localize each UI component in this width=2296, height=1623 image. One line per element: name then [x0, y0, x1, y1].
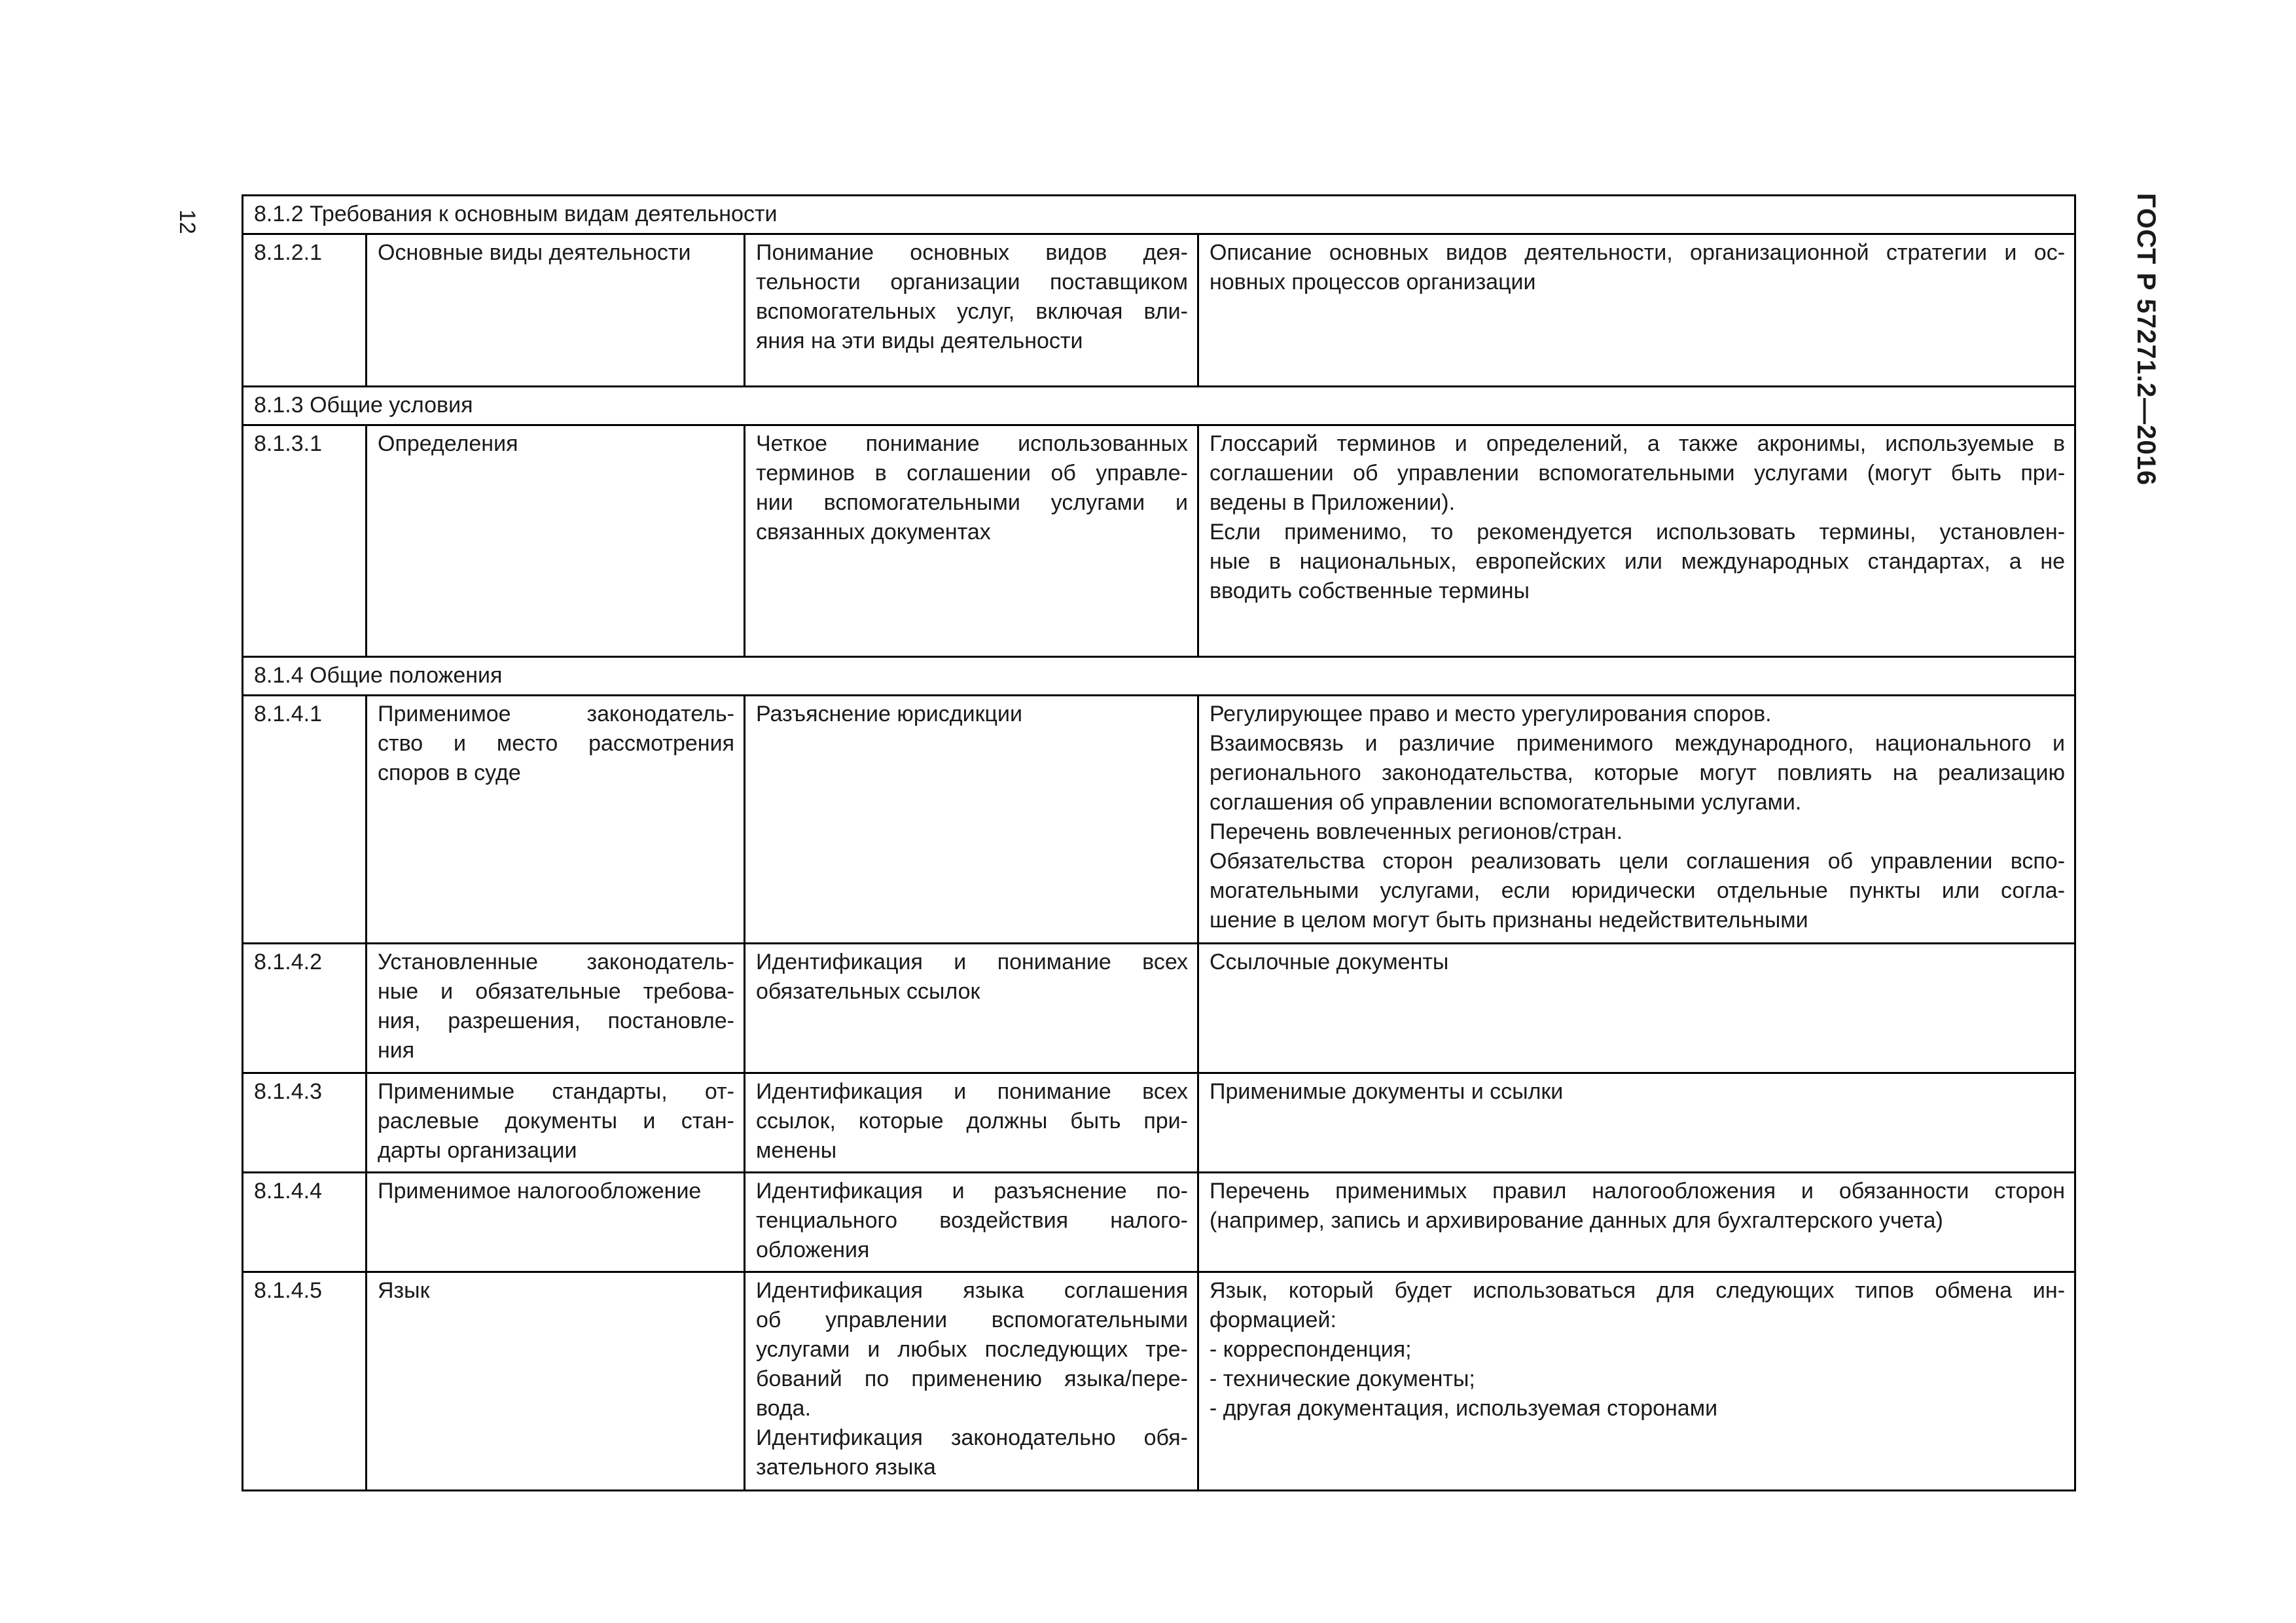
- requirement-purpose: [745, 234, 1198, 387]
- cell-text-line: терминов в соглашении об управле-: [756, 461, 1188, 486]
- clause-number: 8.1.4.3: [243, 1073, 367, 1173]
- cell-text-line: новных процессов организации: [1210, 270, 1536, 294]
- table-row: [243, 1272, 2075, 1491]
- page-number: 12: [175, 209, 200, 234]
- cell-text-line: могательными услугами, если юридически отдельные пункты или согла-: [1210, 878, 2066, 903]
- requirement-content: [1198, 1173, 2075, 1272]
- cell-text-line: Применимые документы и ссылки: [1210, 1079, 1564, 1104]
- cell-text-line: ные в национальных, европейских или международных стандартах, а не: [1210, 549, 2066, 574]
- cell-text-line: менены: [756, 1138, 837, 1163]
- section-row: [243, 387, 2075, 425]
- cell-text-line: Определения: [378, 431, 518, 456]
- requirement-name: [367, 234, 745, 387]
- requirement-name: [367, 1272, 745, 1491]
- cell-text-line: споров в суде: [378, 760, 521, 785]
- cell-text-line: Идентификация и понимание всех: [756, 1079, 1188, 1104]
- cell-text-line: Установленные законодатель-: [378, 950, 734, 974]
- requirement-purpose: [745, 1272, 1198, 1491]
- table-row: [243, 696, 2075, 944]
- requirement-content: [1198, 234, 2075, 387]
- requirement-content: [1198, 1073, 2075, 1173]
- section-title: 8.1.3 Общие условия: [243, 387, 2075, 425]
- requirement-content: [1198, 944, 2075, 1073]
- section-row: [243, 657, 2075, 696]
- requirement-purpose: [745, 1173, 1198, 1272]
- cell-text-line: ведены в Приложении).: [1210, 490, 1456, 515]
- requirement-name: [367, 1073, 745, 1173]
- cell-text-line: об управлении вспомогательными: [756, 1308, 1188, 1332]
- cell-text-line: яния на эти виды деятельности: [756, 329, 1083, 353]
- cell-text-line: дарты организации: [378, 1138, 577, 1163]
- requirement-purpose: [745, 696, 1198, 944]
- cell-text-line: - другая документация, используемая сторонами: [1210, 1396, 1718, 1421]
- clause-number: 8.1.4.4: [243, 1173, 367, 1272]
- cell-text-line: вспомогательных услуг, включая вли-: [756, 299, 1188, 324]
- cell-text-line: соглашения об управлении вспомогательными услугами.: [1210, 790, 1802, 815]
- requirement-purpose: [745, 1073, 1198, 1173]
- cell-text-line: раслевые документы и стан-: [378, 1109, 734, 1133]
- cell-text-line: связанных документах: [756, 520, 991, 544]
- cell-text-line: зательного языка: [756, 1455, 936, 1480]
- cell-text-line: Глоссарий терминов и определений, а также акронимы, используемые в: [1210, 431, 2066, 456]
- cell-text-line: Идентификация и понимание всех: [756, 950, 1188, 974]
- cell-text-line: ния, разрешения, постановле-: [378, 1008, 734, 1033]
- cell-text-line: Применимое законодатель-: [378, 702, 734, 726]
- table-row: [243, 425, 2075, 657]
- table-row: [243, 944, 2075, 1073]
- section-row: [243, 196, 2075, 234]
- cell-text-line: Обязательства сторон реализовать цели соглашения об управлении вспо-: [1210, 849, 2066, 874]
- cell-text-line: Перечень применимых правил налогообложения и обязанности сторон: [1210, 1179, 2066, 1204]
- cell-text-line: шение в целом могут быть признаны недействительными: [1210, 908, 1808, 933]
- clause-number: 8.1.4.5: [243, 1272, 367, 1491]
- clause-number: 8.1.3.1: [243, 425, 367, 657]
- cell-text-line: ство и место рассмотрения: [378, 731, 734, 756]
- cell-text-line: нии вспомогательными услугами и: [756, 490, 1188, 515]
- requirement-name: [367, 696, 745, 944]
- requirement-purpose: [745, 944, 1198, 1073]
- cell-text-line: формацией:: [1210, 1308, 1336, 1332]
- cell-text-line: обложения: [756, 1238, 870, 1262]
- requirement-content: [1198, 1272, 2075, 1491]
- table-row: [243, 1173, 2075, 1272]
- cell-text-line: регионального законодательства, которые могут повлиять на реализацию: [1210, 760, 2066, 785]
- clause-number: 8.1.4.1: [243, 696, 367, 944]
- requirement-purpose: [745, 425, 1198, 657]
- cell-text-line: Применимое налогообложение: [378, 1179, 702, 1204]
- cell-text-line: соглашении об управлении вспомогательными услугами (могут быть при-: [1210, 461, 2066, 486]
- cell-text-line: Основные виды деятельности: [378, 240, 691, 265]
- cell-text-line: Описание основных видов деятельности, организационной стратегии и ос-: [1210, 240, 2066, 265]
- cell-text-line: Если применимо, то рекомендуется использовать термины, установлен-: [1210, 520, 2066, 544]
- cell-text-line: Разъяснение юрисдикции: [756, 702, 1022, 726]
- cell-text-line: Язык, который будет использоваться для следующих типов обмена ин-: [1210, 1278, 2066, 1303]
- cell-text-line: Понимание основных видов дея-: [756, 240, 1188, 265]
- clause-number: 8.1.4.2: [243, 944, 367, 1073]
- cell-text-line: вода.: [756, 1396, 812, 1421]
- cell-text-line: Язык: [378, 1278, 430, 1303]
- section-title: 8.1.4 Общие положения: [243, 657, 2075, 696]
- cell-text-line: тенциального воздействия налого-: [756, 1208, 1188, 1233]
- requirement-content: [1198, 425, 2075, 657]
- cell-text-line: бований по применению языка/пере-: [756, 1366, 1188, 1391]
- cell-text-line: обязательных ссылок: [756, 979, 980, 1004]
- cell-text-line: ния: [378, 1038, 415, 1063]
- cell-text-line: - корреспонденция;: [1210, 1337, 1412, 1362]
- cell-text-line: Применимые стандарты, от-: [378, 1079, 734, 1104]
- cell-text-line: Четкое понимание использованных: [756, 431, 1188, 456]
- cell-text-line: Регулирующее право и место урегулирования споров.: [1210, 702, 1772, 726]
- cell-text-line: вводить собственные термины: [1210, 579, 1530, 603]
- cell-text-line: ссылок, которые должны быть при-: [756, 1109, 1188, 1133]
- cell-text-line: тельности организации поставщиком: [756, 270, 1188, 294]
- cell-text-line: Идентификация законодательно обя-: [756, 1425, 1188, 1450]
- requirement-name: [367, 425, 745, 657]
- cell-text-line: ные и обязательные требова-: [378, 979, 734, 1004]
- table-row: [243, 234, 2075, 387]
- table-row: [243, 1073, 2075, 1173]
- cell-text-line: - технические документы;: [1210, 1366, 1475, 1391]
- cell-text-line: (например, запись и архивирование данных для бухгалтерского учета): [1210, 1208, 1943, 1233]
- requirements-table: [242, 194, 2076, 1491]
- cell-text-line: Идентификация и разъяснение по-: [756, 1179, 1188, 1204]
- requirement-name: [367, 944, 745, 1073]
- requirement-content: [1198, 696, 2075, 944]
- clause-number: 8.1.2.1: [243, 234, 367, 387]
- requirement-name: [367, 1173, 745, 1272]
- document-code: ГОСТ Р 57271.2—2016: [2132, 193, 2161, 486]
- cell-text-line: Перечень вовлеченных регионов/стран.: [1210, 819, 1623, 844]
- cell-text-line: Ссылочные документы: [1210, 950, 1449, 974]
- cell-text-line: Идентификация языка соглашения: [756, 1278, 1188, 1303]
- cell-text-line: услугами и любых последующих тре-: [756, 1337, 1188, 1362]
- cell-text-line: Взаимосвязь и различие применимого международного, национального и: [1210, 731, 2066, 756]
- section-title: 8.1.2 Требования к основным видам деятельности: [243, 196, 2075, 234]
